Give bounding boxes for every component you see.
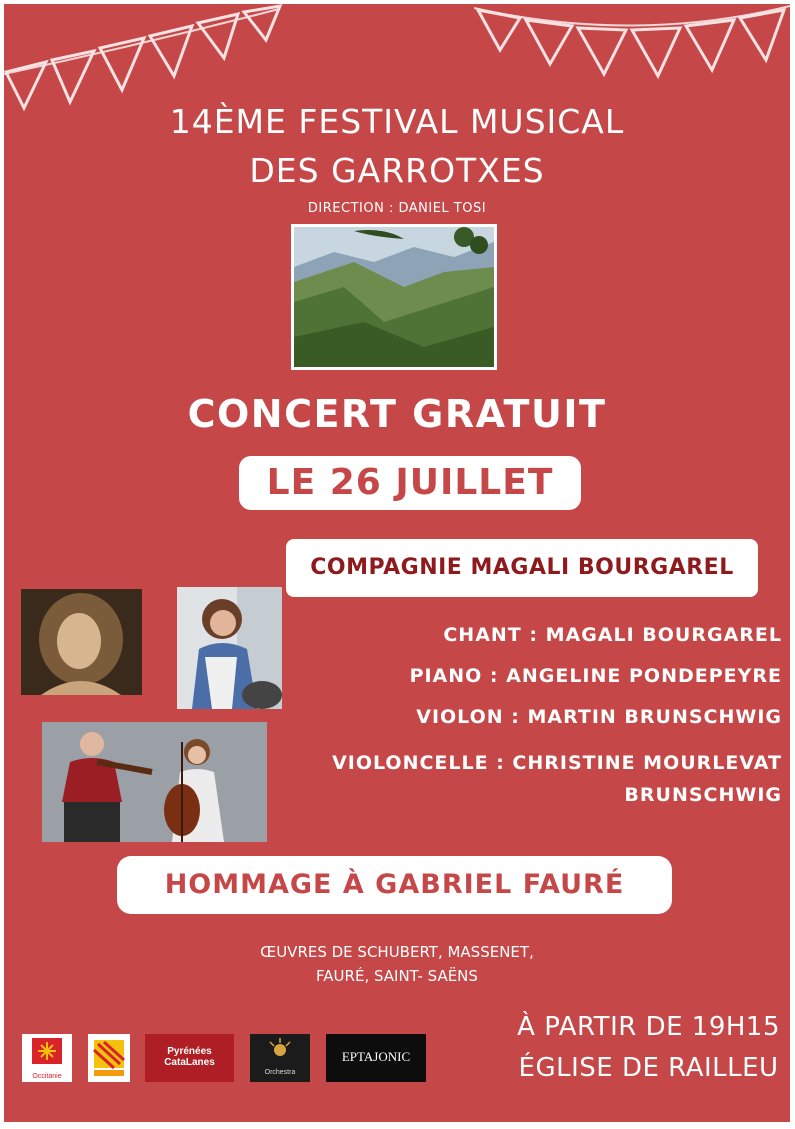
orchestra-logo-label: Orchestra [264,1069,296,1076]
hommage-title: HOMMAGE À GABRIEL FAURÉ [117,856,672,914]
festival-title-line1: 14ÈME FESTIVAL MUSICAL [169,102,625,141]
cast-violoncelle-line1: VIOLONCELLE : CHRISTINE MOURLEVAT [332,752,782,774]
landscape-photo [291,224,497,370]
company-name: COMPAGNIE MAGALI BOURGAREL [286,539,758,597]
pianist-photo [177,587,282,709]
pyrenees-line2: CataLanes [164,1057,215,1068]
occitanie-logo-label: Occitanie [32,1073,62,1080]
cast-piano: PIANO : ANGELINE PONDEPEYRE [409,665,782,687]
bunting-left-icon [4,4,284,114]
concert-label: CONCERT GRATUIT [187,392,607,436]
cast-violoncelle-line2: BRUNSCHWIG [624,784,782,806]
schedule [517,1007,780,1089]
works-list [4,940,790,988]
concert-date: LE 26 JUILLET [239,456,581,510]
pyrenees-line1: Pyrénées [167,1046,212,1057]
bunting-right-icon [474,4,790,89]
cast-violoncelle [332,747,782,811]
singer-portrait-photo [21,589,142,695]
pyrenees-orientales-logo [88,1034,130,1082]
occitanie-logo [22,1034,72,1082]
cast-list [332,624,782,811]
eptajonic-logo [326,1034,426,1082]
pyrenees-catalanes-logo [145,1034,234,1082]
schedule-place: ÉGLISE DE RAILLEU [518,1053,779,1083]
orchestra-logo [250,1034,310,1082]
works-line2: FAURÉ, SAINT- SAËNS [316,967,478,985]
festival-title-line2: DES GARROTXES [249,151,545,190]
eptajonic-label: EPTAJONIC [341,1049,411,1064]
cast-chant: CHANT : MAGALI BOURGAREL [443,624,782,646]
cast-violon: VIOLON : MARTIN BRUNSCHWIG [416,706,782,728]
concert-poster [4,4,790,1122]
works-line1: ŒUVRES DE SCHUBERT, MASSENET, [260,943,534,961]
festival-direction: DIRECTION : DANIEL TOSI [307,201,487,216]
schedule-time: À PARTIR DE 19H15 [517,1012,780,1042]
violin-cello-duo-photo [42,722,267,842]
